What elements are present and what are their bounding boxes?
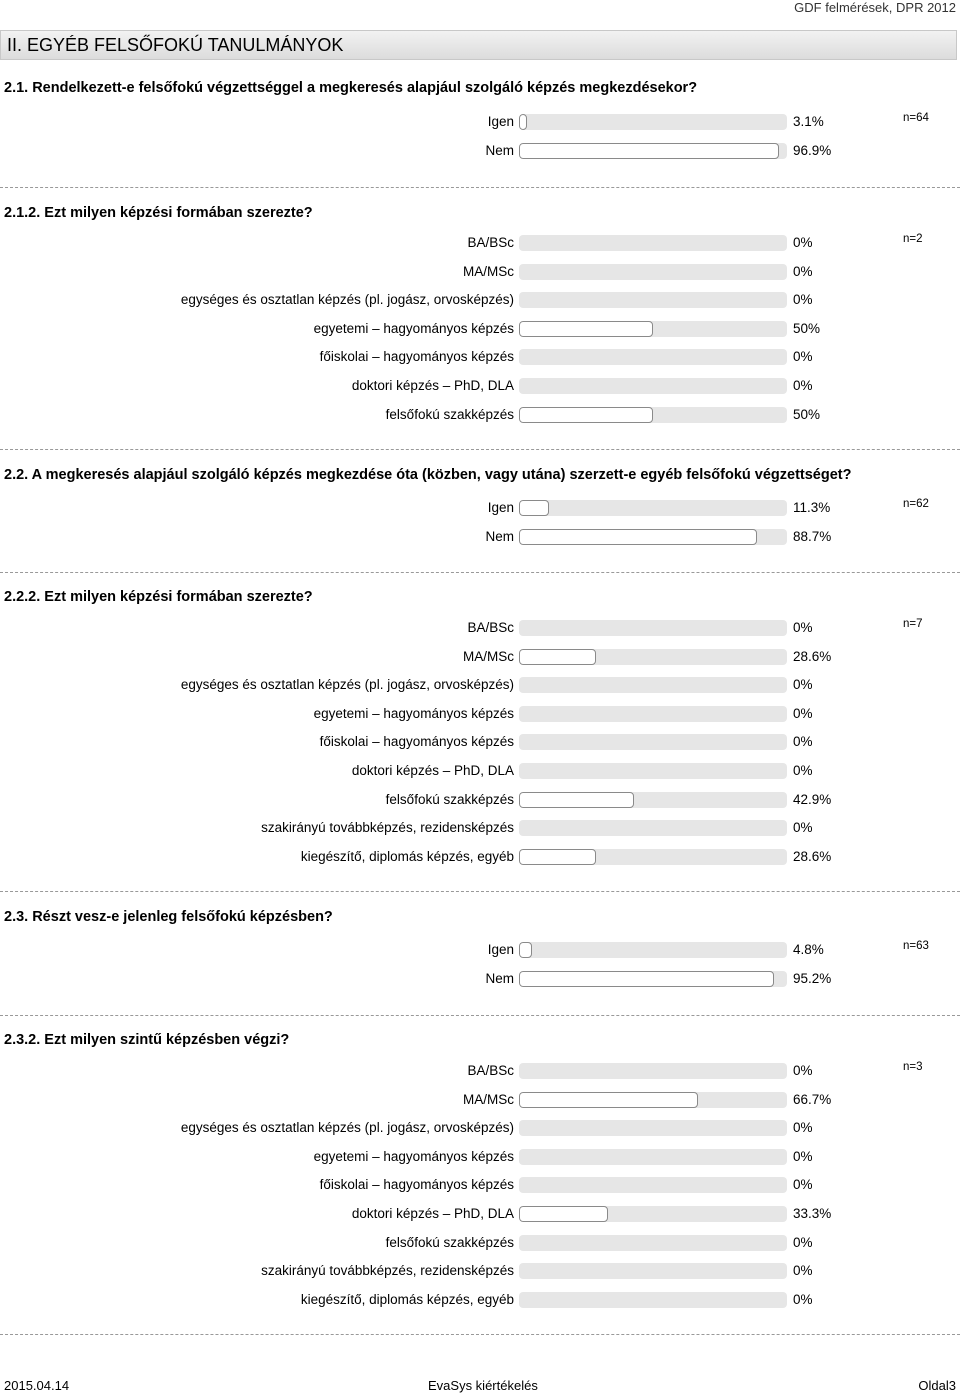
answer-bar-fill <box>519 1092 698 1108</box>
answer-bar-track <box>519 1177 787 1193</box>
answer-bar-fill <box>519 649 596 665</box>
answer-bar-track <box>519 1235 787 1251</box>
answer-label: főiskolai – hagyományos képzés <box>319 349 514 365</box>
question-divider <box>0 1334 960 1335</box>
answer-percent: 50% <box>793 320 821 336</box>
answer-row <box>0 1090 960 1112</box>
answer-label: Nem <box>485 528 514 544</box>
answer-percent: 0% <box>793 763 813 778</box>
answer-bar-fill <box>519 529 757 545</box>
answer-label: MA/MSc <box>462 263 514 279</box>
sample-size-label: n=2 <box>903 233 923 245</box>
answer-percent: 28.6% <box>793 848 832 864</box>
answer-percent: 0% <box>793 1120 813 1136</box>
answer-row <box>0 1290 960 1312</box>
answer-row <box>0 675 960 697</box>
answer-bar-track <box>519 677 787 693</box>
answer-label: kiegészítő, diplomás képzés, egyéb <box>300 1291 514 1307</box>
answer-label: kiegészítő, diplomás képzés, egyéb <box>300 848 514 864</box>
answer-bar-track <box>519 792 787 808</box>
answer-row <box>0 704 960 726</box>
answer-row <box>0 1204 960 1226</box>
answer-bar-track <box>519 971 787 987</box>
answer-percent: 0% <box>793 349 813 365</box>
question-divider <box>0 449 960 450</box>
answer-row <box>0 618 960 640</box>
answer-row <box>0 1147 960 1169</box>
answer-label: egyetemi – hagyományos képzés <box>313 320 514 336</box>
question-title: 2.2.2. Ezt milyen képzési formában szerezte? <box>4 589 313 605</box>
answer-bar-track <box>519 942 787 958</box>
answer-bar-track <box>519 1292 787 1308</box>
question-title: 2.3. Részt vesz-e jelenleg felsőfokú képzésben? <box>4 909 333 925</box>
answer-percent: 11.3% <box>793 500 831 515</box>
answer-percent: 0% <box>793 378 813 393</box>
answer-label: egységes és osztatlan képzés (pl. jogász, orvosképzés) <box>180 1120 514 1136</box>
answer-row <box>0 347 960 369</box>
answer-label: Igen <box>487 114 514 129</box>
footer-page: Oldal3 <box>918 1378 956 1393</box>
question-divider <box>0 891 960 892</box>
answer-bar-track <box>519 264 787 280</box>
answer-bar-fill <box>519 500 549 516</box>
answer-row <box>0 1061 960 1083</box>
answer-bar-track <box>519 143 787 159</box>
answer-percent: 0% <box>793 620 813 635</box>
answer-percent: 0% <box>793 263 813 279</box>
answer-label: egyetemi – hagyományos képzés <box>313 705 514 721</box>
answer-percent: 28.6% <box>793 648 832 664</box>
answer-row <box>0 940 960 962</box>
footer-system: EvaSys kiértékelés <box>428 1378 538 1393</box>
answer-row <box>0 647 960 669</box>
answer-row <box>0 790 960 812</box>
answer-percent: 0% <box>793 677 813 693</box>
section-title: II. EGYÉB FELSŐFOKÚ TANULMÁNYOK <box>7 35 344 55</box>
answer-label: főiskolai – hagyományos képzés <box>319 734 514 750</box>
answer-percent: 0% <box>793 292 813 308</box>
answer-bar-track <box>519 820 787 836</box>
sample-size-label: n=64 <box>903 112 929 124</box>
answer-label: Nem <box>485 142 514 158</box>
answer-label: egységes és osztatlan képzés (pl. jogász, orvosképzés) <box>180 677 514 693</box>
answer-label: felsőfokú szakképzés <box>385 406 514 422</box>
answer-percent: 0% <box>793 1177 813 1193</box>
question-title: 2.1. Rendelkezett-e felsőfokú végzettséggel a megkeresés alapjául szolgáló képzés megkezdésekor? <box>4 80 698 96</box>
answer-row <box>0 233 960 255</box>
answer-bar-track <box>519 407 787 423</box>
answer-percent: 4.8% <box>793 942 824 957</box>
footer-date: 2015.04.14 <box>4 1378 70 1393</box>
answer-percent: 0% <box>793 235 813 250</box>
answer-bar-fill <box>519 942 532 958</box>
answer-row <box>0 1233 960 1255</box>
answer-bar-track <box>519 763 787 779</box>
question-divider <box>0 187 960 188</box>
answer-row <box>0 847 960 869</box>
answer-label: BA/BSc <box>467 620 514 635</box>
answer-bar-track <box>519 378 787 394</box>
answer-bar-fill <box>519 792 634 808</box>
answer-percent: 50% <box>793 406 821 422</box>
answer-row <box>0 262 960 284</box>
sample-size-label: n=62 <box>903 498 929 510</box>
answer-bar-track <box>519 706 787 722</box>
answer-label: főiskolai – hagyományos képzés <box>319 1177 514 1193</box>
answer-label: felsőfokú szakképzés <box>385 1234 514 1250</box>
answer-label: BA/BSc <box>467 1063 514 1078</box>
question-title: 2.1.2. Ezt milyen képzési formában szerezte? <box>4 205 313 221</box>
answer-label: doktori képzés – PhD, DLA <box>351 763 514 778</box>
answer-bar-fill <box>519 114 527 130</box>
answer-bar-fill <box>519 971 774 987</box>
answer-percent: 66.7% <box>793 1091 832 1107</box>
sample-size-label: n=7 <box>903 618 923 630</box>
answer-percent: 3.1% <box>793 114 824 129</box>
answer-bar-track <box>519 500 787 516</box>
answer-label: Nem <box>485 970 514 986</box>
answer-percent: 42.9% <box>793 791 832 807</box>
answer-bar-track <box>519 292 787 308</box>
answer-percent: 33.3% <box>793 1206 832 1221</box>
answer-label: doktori képzés – PhD, DLA <box>351 1206 514 1221</box>
answer-bar-fill <box>519 849 596 865</box>
answer-row <box>0 498 960 520</box>
answer-row <box>0 818 960 840</box>
answer-label: szakirányú továbbképzés, rezidensképzés <box>261 1263 514 1279</box>
answer-label: Igen <box>487 500 514 515</box>
answer-bar-track <box>519 349 787 365</box>
answer-row <box>0 1261 960 1283</box>
answer-label: szakirányú továbbképzés, rezidensképzés <box>261 820 514 836</box>
answer-label: egységes és osztatlan képzés (pl. jogász, orvosképzés) <box>180 292 514 308</box>
answer-row <box>0 112 960 134</box>
answer-bar-fill <box>519 143 779 159</box>
answer-percent: 0% <box>793 734 813 750</box>
answer-row <box>0 405 960 427</box>
answer-percent: 0% <box>793 705 813 721</box>
answer-label: doktori képzés – PhD, DLA <box>351 378 514 393</box>
answer-percent: 0% <box>793 820 813 836</box>
answer-bar-track <box>519 114 787 130</box>
answer-percent: 0% <box>793 1291 813 1307</box>
answer-row <box>0 1118 960 1140</box>
answer-bar-fill <box>519 407 653 423</box>
answer-bar-track <box>519 849 787 865</box>
answer-label: MA/MSc <box>462 648 514 664</box>
answer-row <box>0 1175 960 1197</box>
answer-label: MA/MSc <box>462 1091 514 1107</box>
answer-label: felsőfokú szakképzés <box>385 791 514 807</box>
sample-size-label: n=63 <box>903 940 929 952</box>
answer-row <box>0 141 960 163</box>
answer-label: egyetemi – hagyományos képzés <box>313 1148 514 1164</box>
answer-bar-track <box>519 1206 787 1222</box>
answer-row <box>0 761 960 783</box>
answer-bar-track <box>519 321 787 337</box>
sample-size-label: n=3 <box>903 1061 923 1073</box>
answer-label: BA/BSc <box>467 235 514 250</box>
answer-percent: 88.7% <box>793 528 832 544</box>
answer-bar-track <box>519 649 787 665</box>
answer-bar-fill <box>519 321 653 337</box>
answer-bar-track <box>519 1263 787 1279</box>
answer-row <box>0 732 960 754</box>
answer-bar-track <box>519 1063 787 1079</box>
answer-percent: 0% <box>793 1148 813 1164</box>
question-title: 2.3.2. Ezt milyen szintű képzésben végzi? <box>4 1032 290 1048</box>
header-report-title: GDF felmérések, DPR 2012 <box>794 0 956 15</box>
answer-bar-fill <box>519 1206 608 1222</box>
question-divider <box>0 572 960 573</box>
answer-percent: 0% <box>793 1263 813 1279</box>
answer-label: Igen <box>487 942 514 957</box>
answer-row <box>0 290 960 312</box>
question-divider <box>0 1015 960 1016</box>
answer-row <box>0 969 960 991</box>
answer-bar-track <box>519 734 787 750</box>
answer-bar-track <box>519 235 787 251</box>
answer-bar-track <box>519 1120 787 1136</box>
answer-bar-track <box>519 1149 787 1165</box>
answer-row <box>0 527 960 549</box>
answer-bar-track <box>519 620 787 636</box>
answer-bar-track <box>519 529 787 545</box>
answer-row <box>0 376 960 398</box>
answer-percent: 0% <box>793 1063 813 1078</box>
answer-percent: 95.2% <box>793 970 832 986</box>
answer-percent: 0% <box>793 1234 813 1250</box>
section-header <box>0 30 957 60</box>
question-title: 2.2. A megkeresés alapjául szolgáló képzés megkezdése óta (közben, vagy utána) szerzett-e egyéb felsőfokú végzettséget? <box>4 467 852 483</box>
answer-row <box>0 319 960 341</box>
answer-bar-track <box>519 1092 787 1108</box>
answer-percent: 96.9% <box>793 142 832 158</box>
